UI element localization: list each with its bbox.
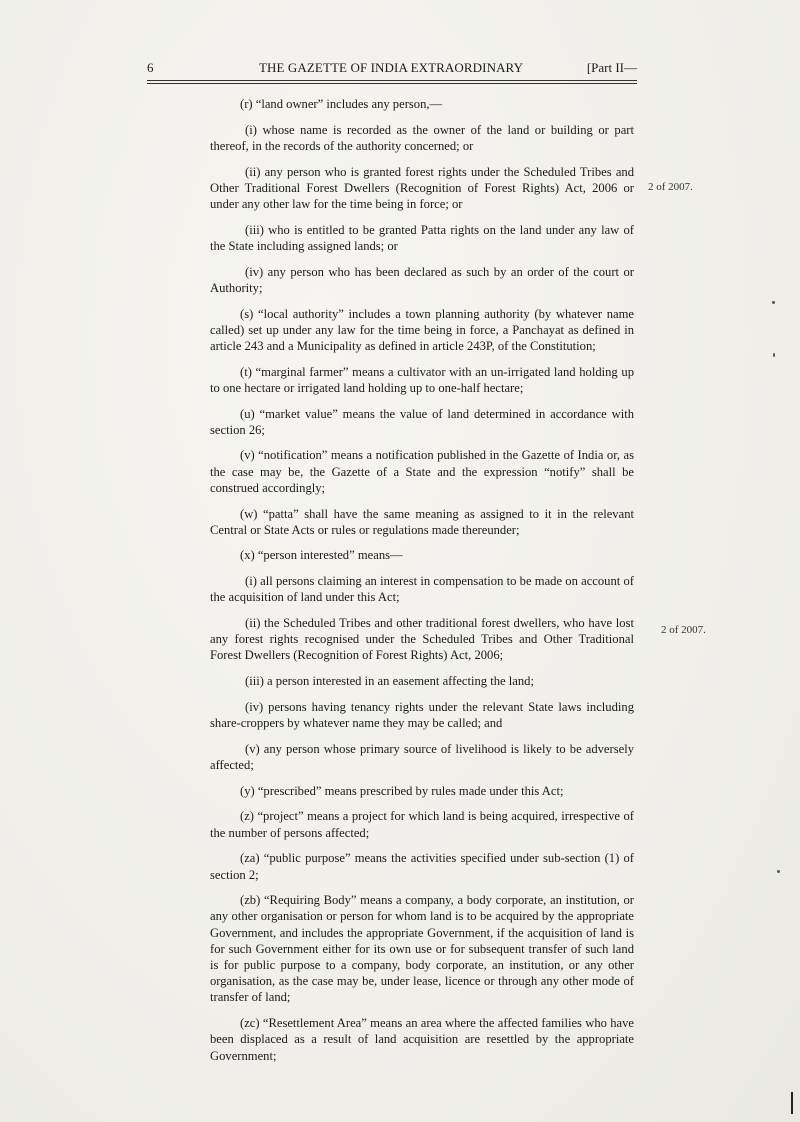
gazette-title: THE GAZETTE OF INDIA EXTRAORDINARY [259, 60, 524, 75]
scan-speck [772, 301, 775, 304]
definition-x-ii: (ii) the Scheduled Tribes and other traditional forest dwellers, who have lost any forest rights recognised under the Scheduled Tribes and Other Traditional Forest Dwellers (Recognition of Forest Rights) Act, 2006; [210, 616, 634, 663]
definition-y: (y) “prescribed” means prescribed by rules made under this Act; [240, 783, 564, 798]
definition-zc: (zc) “Resettlement Area” means an area where the affected families who have been displaced as a result of land acquisition are resettled by the appropriate Government; [210, 1016, 634, 1063]
definition-r-i: (i) whose name is recorded as the owner of the land or building or part thereof, in the records of the authority concerned; or [210, 122, 634, 153]
margin-note-act-2007-first: 2 of 2007. [648, 181, 693, 193]
definition-v: (v) “notification” means a notification published in the Gazette of India or, as the case may be, the Gazette of a State and the expression “notify” shall be construed accordingly; [210, 448, 634, 495]
definition-x-iii: (iii) a person interested in an easement affecting the land; [245, 674, 534, 689]
definition-r-ii: (ii) any person who is granted forest rights under the Scheduled Tribes and Other Traditional Forest Dwellers (Recognition of Forest Rights) Act, 2006 or under any other law for the time being in force; or [210, 164, 634, 212]
definition-zb: (zb) “Requiring Body” means a company, a body corporate, an institution, or any other organisation or person for whom land is to be acquired by the appropriate Government, and includes the appropriate Government, if the acquisition of land is for such Government either for its own use or for subsequent transfer of such land is for public purpose to a company, body corporate, an institution, or any other organisation, as the case may be, under lease, licence or through any other mode of transfer of land; [210, 893, 634, 1005]
definition-z: (z) “project” means a project for which land is being acquired, irrespective of the number of persons affected; [210, 809, 634, 840]
header-rule-bottom [147, 83, 637, 84]
definition-r: (r) “land owner” includes any person,— [240, 97, 443, 111]
definition-za: (za) “public purpose” means the activities specified under sub-section (1) of section 2; [210, 851, 634, 882]
scan-edge-mark [791, 1092, 793, 1114]
page-header [147, 58, 637, 80]
margin-note-act-2007-second: 2 of 2007. [661, 624, 706, 636]
definitions-body [210, 96, 634, 1073]
definition-x: (x) “person interested” means— [240, 548, 403, 563]
definition-x-v: (v) any person whose primary source of livelihood is likely to be adversely affected; [210, 741, 634, 772]
definition-r-iv: (iv) any person who has been declared as such by an order of the court or Authority; [210, 264, 634, 295]
definition-t: (t) “marginal farmer” means a cultivator with an un-irrigated land holding up to one hectare or irrigated land holding up to one-half hectare; [210, 364, 634, 395]
definition-u: (u) “market value” means the value of land determined in accordance with section 26; [210, 406, 634, 437]
page-number: 6 [147, 60, 154, 75]
definition-s: (s) “local authority” includes a town planning authority (by whatever name called) set up under any law for the time being in force, a Panchayat as defined in article 243 and a Municipality as defined in article 243P, of the Constitution; [210, 306, 634, 353]
scan-speck [777, 870, 780, 873]
scan-speck [773, 353, 775, 357]
definition-w: (w) “patta” shall have the same meaning as assigned to it in the relevant Central or State Acts or rules or regulations made thereunder; [210, 506, 634, 537]
header-rule-top [147, 80, 637, 81]
definition-r-iii: (iii) who is entitled to be granted Patta rights on the land under any law of the State including assigned lands; or [210, 222, 634, 253]
definition-x-i: (i) all persons claiming an interest in compensation to be made on account of the acquisition of land under this Act; [210, 574, 634, 605]
definition-x-iv: (iv) persons having tenancy rights under the relevant State laws including share-croppers by whatever name they may be called; and [210, 699, 634, 731]
part-label: [Part II— [586, 60, 637, 75]
